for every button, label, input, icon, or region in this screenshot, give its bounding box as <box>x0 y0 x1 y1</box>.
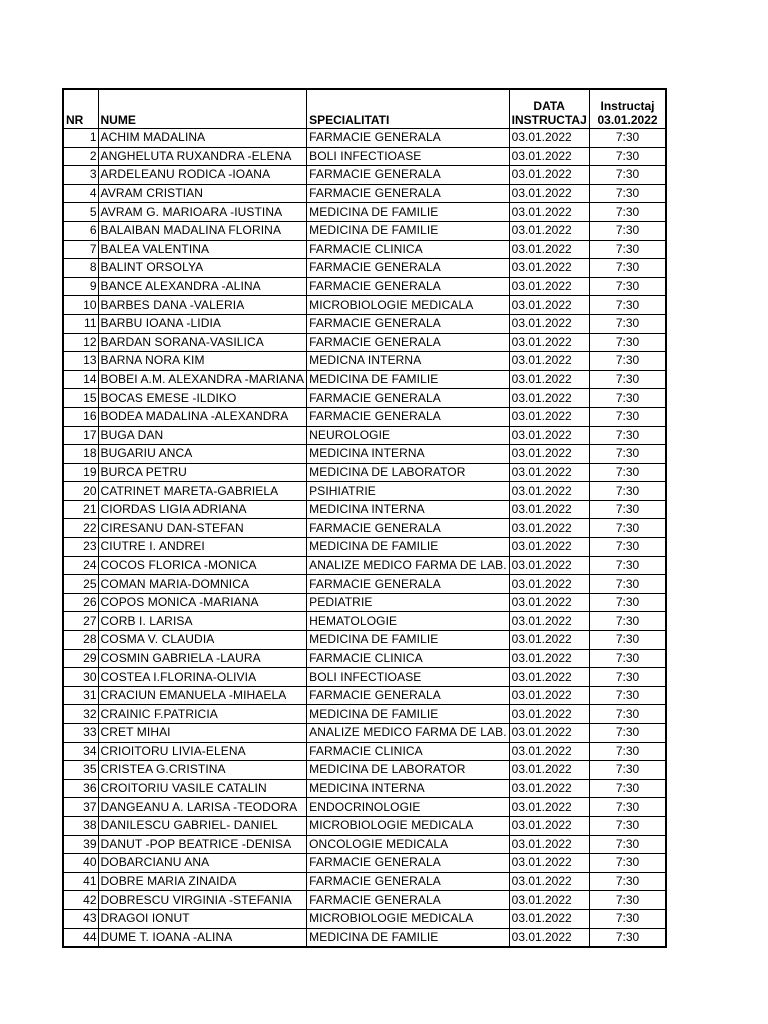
table-row <box>63 426 666 445</box>
cell-nr: 30 <box>63 668 98 687</box>
cell-specialitate: ANALIZE MEDICO FARMA DE LAB. <box>307 556 510 575</box>
cell-nume: DANUT -POP BEATRICE -DENISA <box>98 835 307 854</box>
cell-data: 03.01.2022 <box>509 352 589 371</box>
cell-data: 03.01.2022 <box>509 166 589 185</box>
cell-specialitate: FARMACIE GENERALA <box>307 854 510 873</box>
cell-nume: CRISTEA G.CRISTINA <box>98 761 307 780</box>
cell-data: 03.01.2022 <box>509 779 589 798</box>
cell-specialitate: FARMACIE GENERALA <box>307 407 510 426</box>
cell-specialitate: MICROBIOLOGIE MEDICALA <box>307 296 510 315</box>
cell-nr: 26 <box>63 593 98 612</box>
cell-data: 03.01.2022 <box>509 724 589 743</box>
cell-nr: 1 <box>63 129 98 148</box>
cell-data: 03.01.2022 <box>509 500 589 519</box>
cell-ora: 7:30 <box>589 686 666 705</box>
cell-nume: AVRAM G. MARIOARA -IUSTINA <box>98 203 307 222</box>
cell-ora: 7:30 <box>589 816 666 835</box>
cell-nume: ANGHELUTA RUXANDRA -ELENA <box>98 147 307 166</box>
cell-nume: DANGEANU A. LARISA -TEODORA <box>98 798 307 817</box>
table-row <box>63 370 666 389</box>
cell-data: 03.01.2022 <box>509 519 589 538</box>
cell-ora: 7:30 <box>589 463 666 482</box>
table-row <box>63 742 666 761</box>
cell-data: 03.01.2022 <box>509 538 589 557</box>
cell-nume: CIORDAS LIGIA ADRIANA <box>98 500 307 519</box>
cell-nume: ARDELEANU RODICA -IOANA <box>98 166 307 185</box>
cell-ora: 7:30 <box>589 426 666 445</box>
table-row <box>63 482 666 501</box>
cell-nume: DUME T. IOANA -ALINA <box>98 928 307 947</box>
table-row <box>63 314 666 333</box>
table-row <box>63 166 666 185</box>
cell-ora: 7:30 <box>589 891 666 910</box>
cell-data: 03.01.2022 <box>509 816 589 835</box>
cell-ora: 7:30 <box>589 166 666 185</box>
cell-ora: 7:30 <box>589 798 666 817</box>
cell-specialitate: MEDICINA INTERNA <box>307 500 510 519</box>
cell-ora: 7:30 <box>589 556 666 575</box>
cell-specialitate: FARMACIE CLINICA <box>307 742 510 761</box>
table-row <box>63 500 666 519</box>
cell-nr: 24 <box>63 556 98 575</box>
cell-data: 03.01.2022 <box>509 686 589 705</box>
table-row <box>63 891 666 910</box>
table-row <box>63 277 666 296</box>
cell-specialitate: MEDICINA DE LABORATOR <box>307 761 510 780</box>
cell-data: 03.01.2022 <box>509 407 589 426</box>
cell-nr: 8 <box>63 259 98 278</box>
table-row <box>63 668 666 687</box>
table-row <box>63 333 666 352</box>
cell-ora: 7:30 <box>589 593 666 612</box>
cell-nume: COPOS MONICA -MARIANA <box>98 593 307 612</box>
cell-nume: BARBU IOANA -LIDIA <box>98 314 307 333</box>
cell-ora: 7:30 <box>589 705 666 724</box>
table-row <box>63 389 666 408</box>
cell-nr: 44 <box>63 928 98 947</box>
table-row <box>63 352 666 371</box>
header-specialitati: SPECIALITATI <box>307 89 510 129</box>
cell-ora: 7:30 <box>589 147 666 166</box>
cell-specialitate: MEDICINA DE FAMILIE <box>307 221 510 240</box>
cell-ora: 7:30 <box>589 872 666 891</box>
table-row <box>63 593 666 612</box>
cell-nume: COMAN MARIA-DOMNICA <box>98 575 307 594</box>
cell-specialitate: MEDICINA DE FAMILIE <box>307 705 510 724</box>
cell-ora: 7:30 <box>589 129 666 148</box>
cell-data: 03.01.2022 <box>509 761 589 780</box>
cell-data: 03.01.2022 <box>509 872 589 891</box>
cell-nr: 27 <box>63 612 98 631</box>
table-body <box>63 129 666 948</box>
instructaj-table <box>62 88 667 948</box>
table-row <box>63 445 666 464</box>
cell-nr: 39 <box>63 835 98 854</box>
cell-data: 03.01.2022 <box>509 370 589 389</box>
table-row <box>63 835 666 854</box>
cell-specialitate: ANALIZE MEDICO FARMA DE LAB. <box>307 724 510 743</box>
cell-nr: 43 <box>63 909 98 928</box>
cell-nume: AVRAM CRISTIAN <box>98 184 307 203</box>
cell-data: 03.01.2022 <box>509 147 589 166</box>
cell-nr: 25 <box>63 575 98 594</box>
cell-nume: CRAINIC F.PATRICIA <box>98 705 307 724</box>
cell-nr: 20 <box>63 482 98 501</box>
cell-ora: 7:30 <box>589 854 666 873</box>
cell-nr: 9 <box>63 277 98 296</box>
table-row <box>63 909 666 928</box>
cell-specialitate: FARMACIE GENERALA <box>307 686 510 705</box>
cell-ora: 7:30 <box>589 221 666 240</box>
cell-data: 03.01.2022 <box>509 835 589 854</box>
cell-specialitate: MEDICINA INTERNA <box>307 445 510 464</box>
header-nume: NUME <box>98 89 307 129</box>
cell-specialitate: FARMACIE GENERALA <box>307 129 510 148</box>
cell-nr: 16 <box>63 407 98 426</box>
cell-ora: 7:30 <box>589 352 666 371</box>
cell-ora: 7:30 <box>589 184 666 203</box>
cell-specialitate: MEDICNA INTERNA <box>307 352 510 371</box>
cell-specialitate: FARMACIE GENERALA <box>307 519 510 538</box>
cell-data: 03.01.2022 <box>509 854 589 873</box>
cell-specialitate: NEUROLOGIE <box>307 426 510 445</box>
table-row <box>63 872 666 891</box>
cell-ora: 7:30 <box>589 724 666 743</box>
cell-nr: 12 <box>63 333 98 352</box>
cell-ora: 7:30 <box>589 259 666 278</box>
cell-data: 03.01.2022 <box>509 705 589 724</box>
cell-data: 03.01.2022 <box>509 445 589 464</box>
table-row <box>63 259 666 278</box>
header-ora-line2: 03.01.2022 <box>597 113 658 127</box>
cell-nume: DOBRE MARIA ZINAIDA <box>98 872 307 891</box>
cell-ora: 7:30 <box>589 928 666 947</box>
header-nr: NR <box>63 89 98 129</box>
cell-nr: 15 <box>63 389 98 408</box>
cell-data: 03.01.2022 <box>509 668 589 687</box>
cell-data: 03.01.2022 <box>509 575 589 594</box>
cell-nr: 10 <box>63 296 98 315</box>
cell-data: 03.01.2022 <box>509 909 589 928</box>
cell-specialitate: FARMACIE GENERALA <box>307 277 510 296</box>
table-row <box>63 798 666 817</box>
table-row <box>63 631 666 650</box>
cell-specialitate: MEDICINA DE FAMILIE <box>307 203 510 222</box>
cell-specialitate: FARMACIE CLINICA <box>307 240 510 259</box>
cell-nume: BANCE ALEXANDRA -ALINA <box>98 277 307 296</box>
cell-data: 03.01.2022 <box>509 463 589 482</box>
header-data-line2: INSTRUCTAJ <box>511 113 587 127</box>
cell-nume: DRAGOI IONUT <box>98 909 307 928</box>
cell-nume: CRET MIHAI <box>98 724 307 743</box>
table-row <box>63 203 666 222</box>
cell-data: 03.01.2022 <box>509 333 589 352</box>
cell-nr: 33 <box>63 724 98 743</box>
cell-nume: CATRINET MARETA-GABRIELA <box>98 482 307 501</box>
cell-data: 03.01.2022 <box>509 649 589 668</box>
cell-ora: 7:30 <box>589 370 666 389</box>
cell-nr: 3 <box>63 166 98 185</box>
cell-nume: CORB I. LARISA <box>98 612 307 631</box>
cell-ora: 7:30 <box>589 314 666 333</box>
cell-nume: BODEA MADALINA -ALEXANDRA <box>98 407 307 426</box>
cell-ora: 7:30 <box>589 649 666 668</box>
cell-nume: BURCA PETRU <box>98 463 307 482</box>
cell-specialitate: BOLI INFECTIOASE <box>307 668 510 687</box>
header-row <box>63 89 666 129</box>
cell-nr: 40 <box>63 854 98 873</box>
cell-ora: 7:30 <box>589 445 666 464</box>
cell-nr: 21 <box>63 500 98 519</box>
cell-nume: BUGA DAN <box>98 426 307 445</box>
cell-nume: BARBES DANA -VALERIA <box>98 296 307 315</box>
cell-nr: 41 <box>63 872 98 891</box>
cell-nr: 42 <box>63 891 98 910</box>
cell-specialitate: HEMATOLOGIE <box>307 612 510 631</box>
table-row <box>63 240 666 259</box>
cell-ora: 7:30 <box>589 240 666 259</box>
cell-nr: 19 <box>63 463 98 482</box>
table-row <box>63 724 666 743</box>
cell-specialitate: MEDICINA DE FAMILIE <box>307 538 510 557</box>
cell-data: 03.01.2022 <box>509 221 589 240</box>
cell-ora: 7:30 <box>589 538 666 557</box>
cell-nr: 7 <box>63 240 98 259</box>
cell-specialitate: FARMACIE GENERALA <box>307 259 510 278</box>
cell-specialitate: ENDOCRINOLOGIE <box>307 798 510 817</box>
cell-nr: 6 <box>63 221 98 240</box>
cell-data: 03.01.2022 <box>509 593 589 612</box>
cell-nr: 29 <box>63 649 98 668</box>
header-instructaj-date <box>589 89 666 129</box>
table-row <box>63 184 666 203</box>
cell-nr: 28 <box>63 631 98 650</box>
cell-ora: 7:30 <box>589 482 666 501</box>
table-row <box>63 147 666 166</box>
cell-nr: 34 <box>63 742 98 761</box>
cell-nume: CIRESANU DAN-STEFAN <box>98 519 307 538</box>
cell-specialitate: FARMACIE GENERALA <box>307 166 510 185</box>
cell-nr: 31 <box>63 686 98 705</box>
cell-specialitate: PSIHIATRIE <box>307 482 510 501</box>
cell-data: 03.01.2022 <box>509 203 589 222</box>
table-row <box>63 556 666 575</box>
cell-nume: COSTEA I.FLORINA-OLIVIA <box>98 668 307 687</box>
cell-specialitate: PEDIATRIE <box>307 593 510 612</box>
cell-data: 03.01.2022 <box>509 556 589 575</box>
cell-ora: 7:30 <box>589 203 666 222</box>
cell-data: 03.01.2022 <box>509 426 589 445</box>
cell-data: 03.01.2022 <box>509 314 589 333</box>
cell-ora: 7:30 <box>589 779 666 798</box>
table-row <box>63 129 666 148</box>
cell-data: 03.01.2022 <box>509 389 589 408</box>
cell-nr: 5 <box>63 203 98 222</box>
cell-nume: BALEA VALENTINA <box>98 240 307 259</box>
table-row <box>63 221 666 240</box>
cell-specialitate: MEDICINA DE LABORATOR <box>307 463 510 482</box>
cell-nr: 4 <box>63 184 98 203</box>
cell-data: 03.01.2022 <box>509 129 589 148</box>
cell-nume: DOBARCIANU ANA <box>98 854 307 873</box>
cell-nr: 32 <box>63 705 98 724</box>
cell-ora: 7:30 <box>589 631 666 650</box>
cell-ora: 7:30 <box>589 389 666 408</box>
cell-ora: 7:30 <box>589 668 666 687</box>
cell-nr: 17 <box>63 426 98 445</box>
cell-data: 03.01.2022 <box>509 928 589 947</box>
cell-nr: 13 <box>63 352 98 371</box>
table-row <box>63 779 666 798</box>
table-row <box>63 575 666 594</box>
cell-nr: 38 <box>63 816 98 835</box>
table-row <box>63 705 666 724</box>
cell-nume: COSMIN GABRIELA -LAURA <box>98 649 307 668</box>
table-row <box>63 407 666 426</box>
cell-ora: 7:30 <box>589 500 666 519</box>
cell-nr: 2 <box>63 147 98 166</box>
table-row <box>63 649 666 668</box>
cell-nume: DANILESCU GABRIEL- DANIEL <box>98 816 307 835</box>
cell-specialitate: MEDICINA DE FAMILIE <box>307 370 510 389</box>
table-row <box>63 761 666 780</box>
cell-nr: 14 <box>63 370 98 389</box>
cell-nr: 36 <box>63 779 98 798</box>
cell-nume: CRIOITORU LIVIA-ELENA <box>98 742 307 761</box>
table-row <box>63 519 666 538</box>
header-data-line1: DATA <box>533 99 565 113</box>
cell-ora: 7:30 <box>589 742 666 761</box>
cell-data: 03.01.2022 <box>509 742 589 761</box>
cell-data: 03.01.2022 <box>509 798 589 817</box>
cell-ora: 7:30 <box>589 519 666 538</box>
cell-nume: BARNA NORA KIM <box>98 352 307 371</box>
cell-nume: DOBRESCU VIRGINIA -STEFANIA <box>98 891 307 910</box>
cell-nume: BALINT ORSOLYA <box>98 259 307 278</box>
header-ora-line1: Instructaj <box>600 99 655 113</box>
cell-ora: 7:30 <box>589 333 666 352</box>
cell-nume: COSMA V. CLAUDIA <box>98 631 307 650</box>
cell-data: 03.01.2022 <box>509 184 589 203</box>
cell-nume: COCOS FLORICA -MONICA <box>98 556 307 575</box>
cell-specialitate: MEDICINA DE FAMILIE <box>307 631 510 650</box>
cell-specialitate: MICROBIOLOGIE MEDICALA <box>307 816 510 835</box>
cell-data: 03.01.2022 <box>509 891 589 910</box>
cell-specialitate: FARMACIE GENERALA <box>307 872 510 891</box>
cell-specialitate: MEDICINA INTERNA <box>307 779 510 798</box>
table-row <box>63 296 666 315</box>
cell-nr: 22 <box>63 519 98 538</box>
table-row <box>63 463 666 482</box>
cell-nume: BALAIBAN MADALINA FLORINA <box>98 221 307 240</box>
table-header <box>63 89 666 129</box>
cell-nr: 11 <box>63 314 98 333</box>
cell-data: 03.01.2022 <box>509 277 589 296</box>
cell-nume: CRACIUN EMANUELA -MIHAELA <box>98 686 307 705</box>
cell-nr: 23 <box>63 538 98 557</box>
cell-data: 03.01.2022 <box>509 240 589 259</box>
cell-specialitate: FARMACIE GENERALA <box>307 184 510 203</box>
cell-data: 03.01.2022 <box>509 631 589 650</box>
cell-ora: 7:30 <box>589 296 666 315</box>
cell-data: 03.01.2022 <box>509 482 589 501</box>
cell-specialitate: ONCOLOGIE MEDICALA <box>307 835 510 854</box>
cell-specialitate: FARMACIE CLINICA <box>307 649 510 668</box>
table-row <box>63 928 666 947</box>
cell-ora: 7:30 <box>589 277 666 296</box>
cell-nume: CROITORIU VASILE CATALIN <box>98 779 307 798</box>
cell-nume: BOBEI A.M. ALEXANDRA -MARIANA <box>98 370 307 389</box>
table-row <box>63 854 666 873</box>
cell-specialitate: FARMACIE GENERALA <box>307 333 510 352</box>
cell-specialitate: FARMACIE GENERALA <box>307 389 510 408</box>
cell-ora: 7:30 <box>589 575 666 594</box>
cell-data: 03.01.2022 <box>509 259 589 278</box>
cell-nume: BUGARIU ANCA <box>98 445 307 464</box>
cell-ora: 7:30 <box>589 909 666 928</box>
cell-specialitate: MEDICINA DE FAMILIE <box>307 928 510 947</box>
header-data-instructaj <box>509 89 589 129</box>
cell-ora: 7:30 <box>589 612 666 631</box>
cell-specialitate: FARMACIE GENERALA <box>307 575 510 594</box>
cell-ora: 7:30 <box>589 761 666 780</box>
table-row <box>63 686 666 705</box>
cell-data: 03.01.2022 <box>509 296 589 315</box>
cell-nr: 35 <box>63 761 98 780</box>
cell-nume: CIUTRE I. ANDREI <box>98 538 307 557</box>
cell-data: 03.01.2022 <box>509 612 589 631</box>
cell-ora: 7:30 <box>589 407 666 426</box>
cell-nr: 37 <box>63 798 98 817</box>
cell-nume: BOCAS EMESE -ILDIKO <box>98 389 307 408</box>
table-row <box>63 538 666 557</box>
cell-specialitate: BOLI INFECTIOASE <box>307 147 510 166</box>
cell-nume: BARDAN SORANA-VASILICA <box>98 333 307 352</box>
table-row <box>63 816 666 835</box>
cell-specialitate: FARMACIE GENERALA <box>307 314 510 333</box>
cell-nume: ACHIM MADALINA <box>98 129 307 148</box>
table-row <box>63 612 666 631</box>
cell-nr: 18 <box>63 445 98 464</box>
cell-specialitate: FARMACIE GENERALA <box>307 891 510 910</box>
cell-ora: 7:30 <box>589 835 666 854</box>
cell-specialitate: MICROBIOLOGIE MEDICALA <box>307 909 510 928</box>
